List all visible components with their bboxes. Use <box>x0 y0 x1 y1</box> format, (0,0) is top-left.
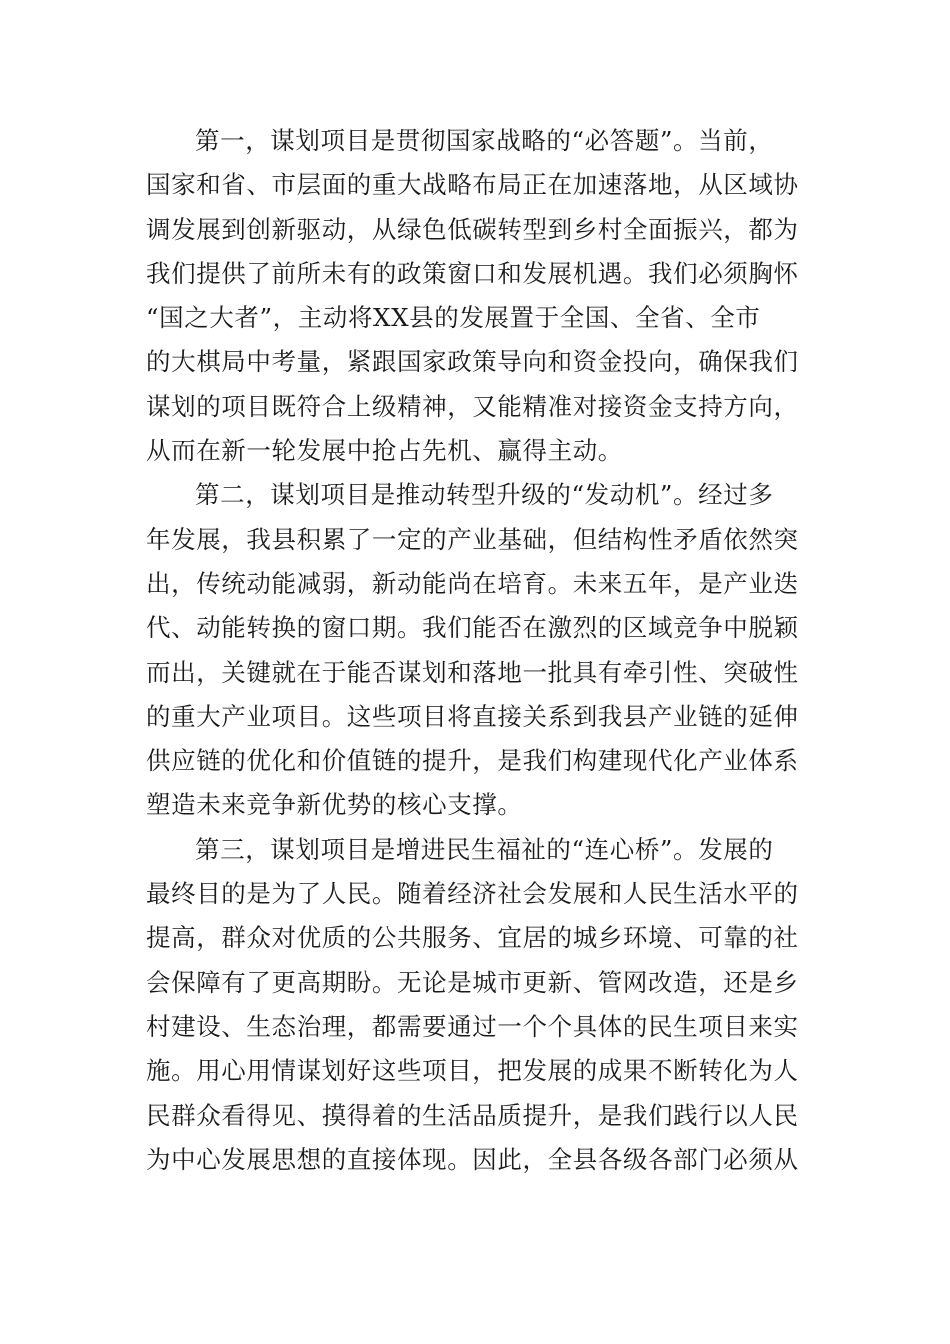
paragraph-1-line: 从而在新一轮发展中抢占先机、赢得主动。 <box>146 436 623 466</box>
paragraph-1-line: 谋划的项目既符合上级精神，又能精准对接资金支持方向， <box>146 391 799 421</box>
paragraph-1-line: 第一，谋划项目是贯彻国家战略的“必答题”。当前， <box>195 126 774 155</box>
paragraph-2-line: 供应链的优化和价值链的提升，是我们构建现代化产业体系 <box>146 746 799 776</box>
paragraph-3 <box>146 828 808 1182</box>
paragraph-2-line: 塑造未来竞争新优势的核心支撑。 <box>146 790 523 820</box>
document-body <box>146 119 808 1182</box>
paragraph-2-line: 而出，关键就在于能否谋划和落地一批具有牵引性、突破性 <box>146 657 799 687</box>
paragraph-3-line: 最终目的是为了人民。随着经济社会发展和人民生活水平的 <box>146 879 799 909</box>
paragraph-2-line: 第二，谋划项目是推动转型升级的“发动机”。经过多 <box>195 480 774 510</box>
paragraph-1-line: 的大棋局中考量，紧跟国家政策导向和资金投向，确保我们 <box>146 347 799 377</box>
paragraph-1 <box>146 119 808 473</box>
paragraph-2 <box>146 473 808 827</box>
paragraph-2-line: 出，传统动能减弱，新动能尚在培育。未来五年，是产业迭 <box>146 568 799 598</box>
paragraph-3-line: 提高，群众对优质的公共服务、宜居的城乡环境、可靠的社 <box>146 923 799 953</box>
paragraph-2-line: 的重大产业项目。这些项目将直接关系到我县产业链的延伸 <box>146 701 799 731</box>
paragraph-2-line: 代、动能转换的窗口期。我们能否在激烈的区域竞争中脱颖 <box>146 613 799 643</box>
paragraph-1-line: 我们提供了前所未有的政策窗口和发展机遇。我们必须胸怀 <box>146 258 799 288</box>
paragraph-2-line: 年发展，我县积累了一定的产业基础，但结构性矛盾依然突 <box>146 524 799 554</box>
paragraph-1-line: 调发展到创新驱动，从绿色低碳转型到乡村全面振兴，都为 <box>146 214 799 244</box>
paragraph-3-line: 民群众看得见、摸得着的生活品质提升，是我们践行以人民 <box>146 1100 799 1130</box>
paragraph-3-line: 村建设、生态治理，都需要通过一个个具体的民生项目来实 <box>146 1011 799 1041</box>
paragraph-1-line: 国家和省、市层面的重大战略布局正在加速落地，从区域协 <box>146 170 799 200</box>
paragraph-3-line: 会保障有了更高期盼。无论是城市更新、管网改造，还是乡 <box>146 967 799 997</box>
paragraph-3-line: 第三，谋划项目是增进民生福祉的“连心桥”。发展的 <box>195 834 774 864</box>
paragraph-3-line: 为中心发展思想的直接体现。因此，全县各级各部门必须从 <box>146 1144 799 1174</box>
paragraph-3-line: 施。用心用情谋划好这些项目，把发展的成果不断转化为人 <box>146 1056 799 1086</box>
paragraph-1-line: “国之大者”，主动将XX县的发展置于全国、全省、全市 <box>146 303 761 333</box>
